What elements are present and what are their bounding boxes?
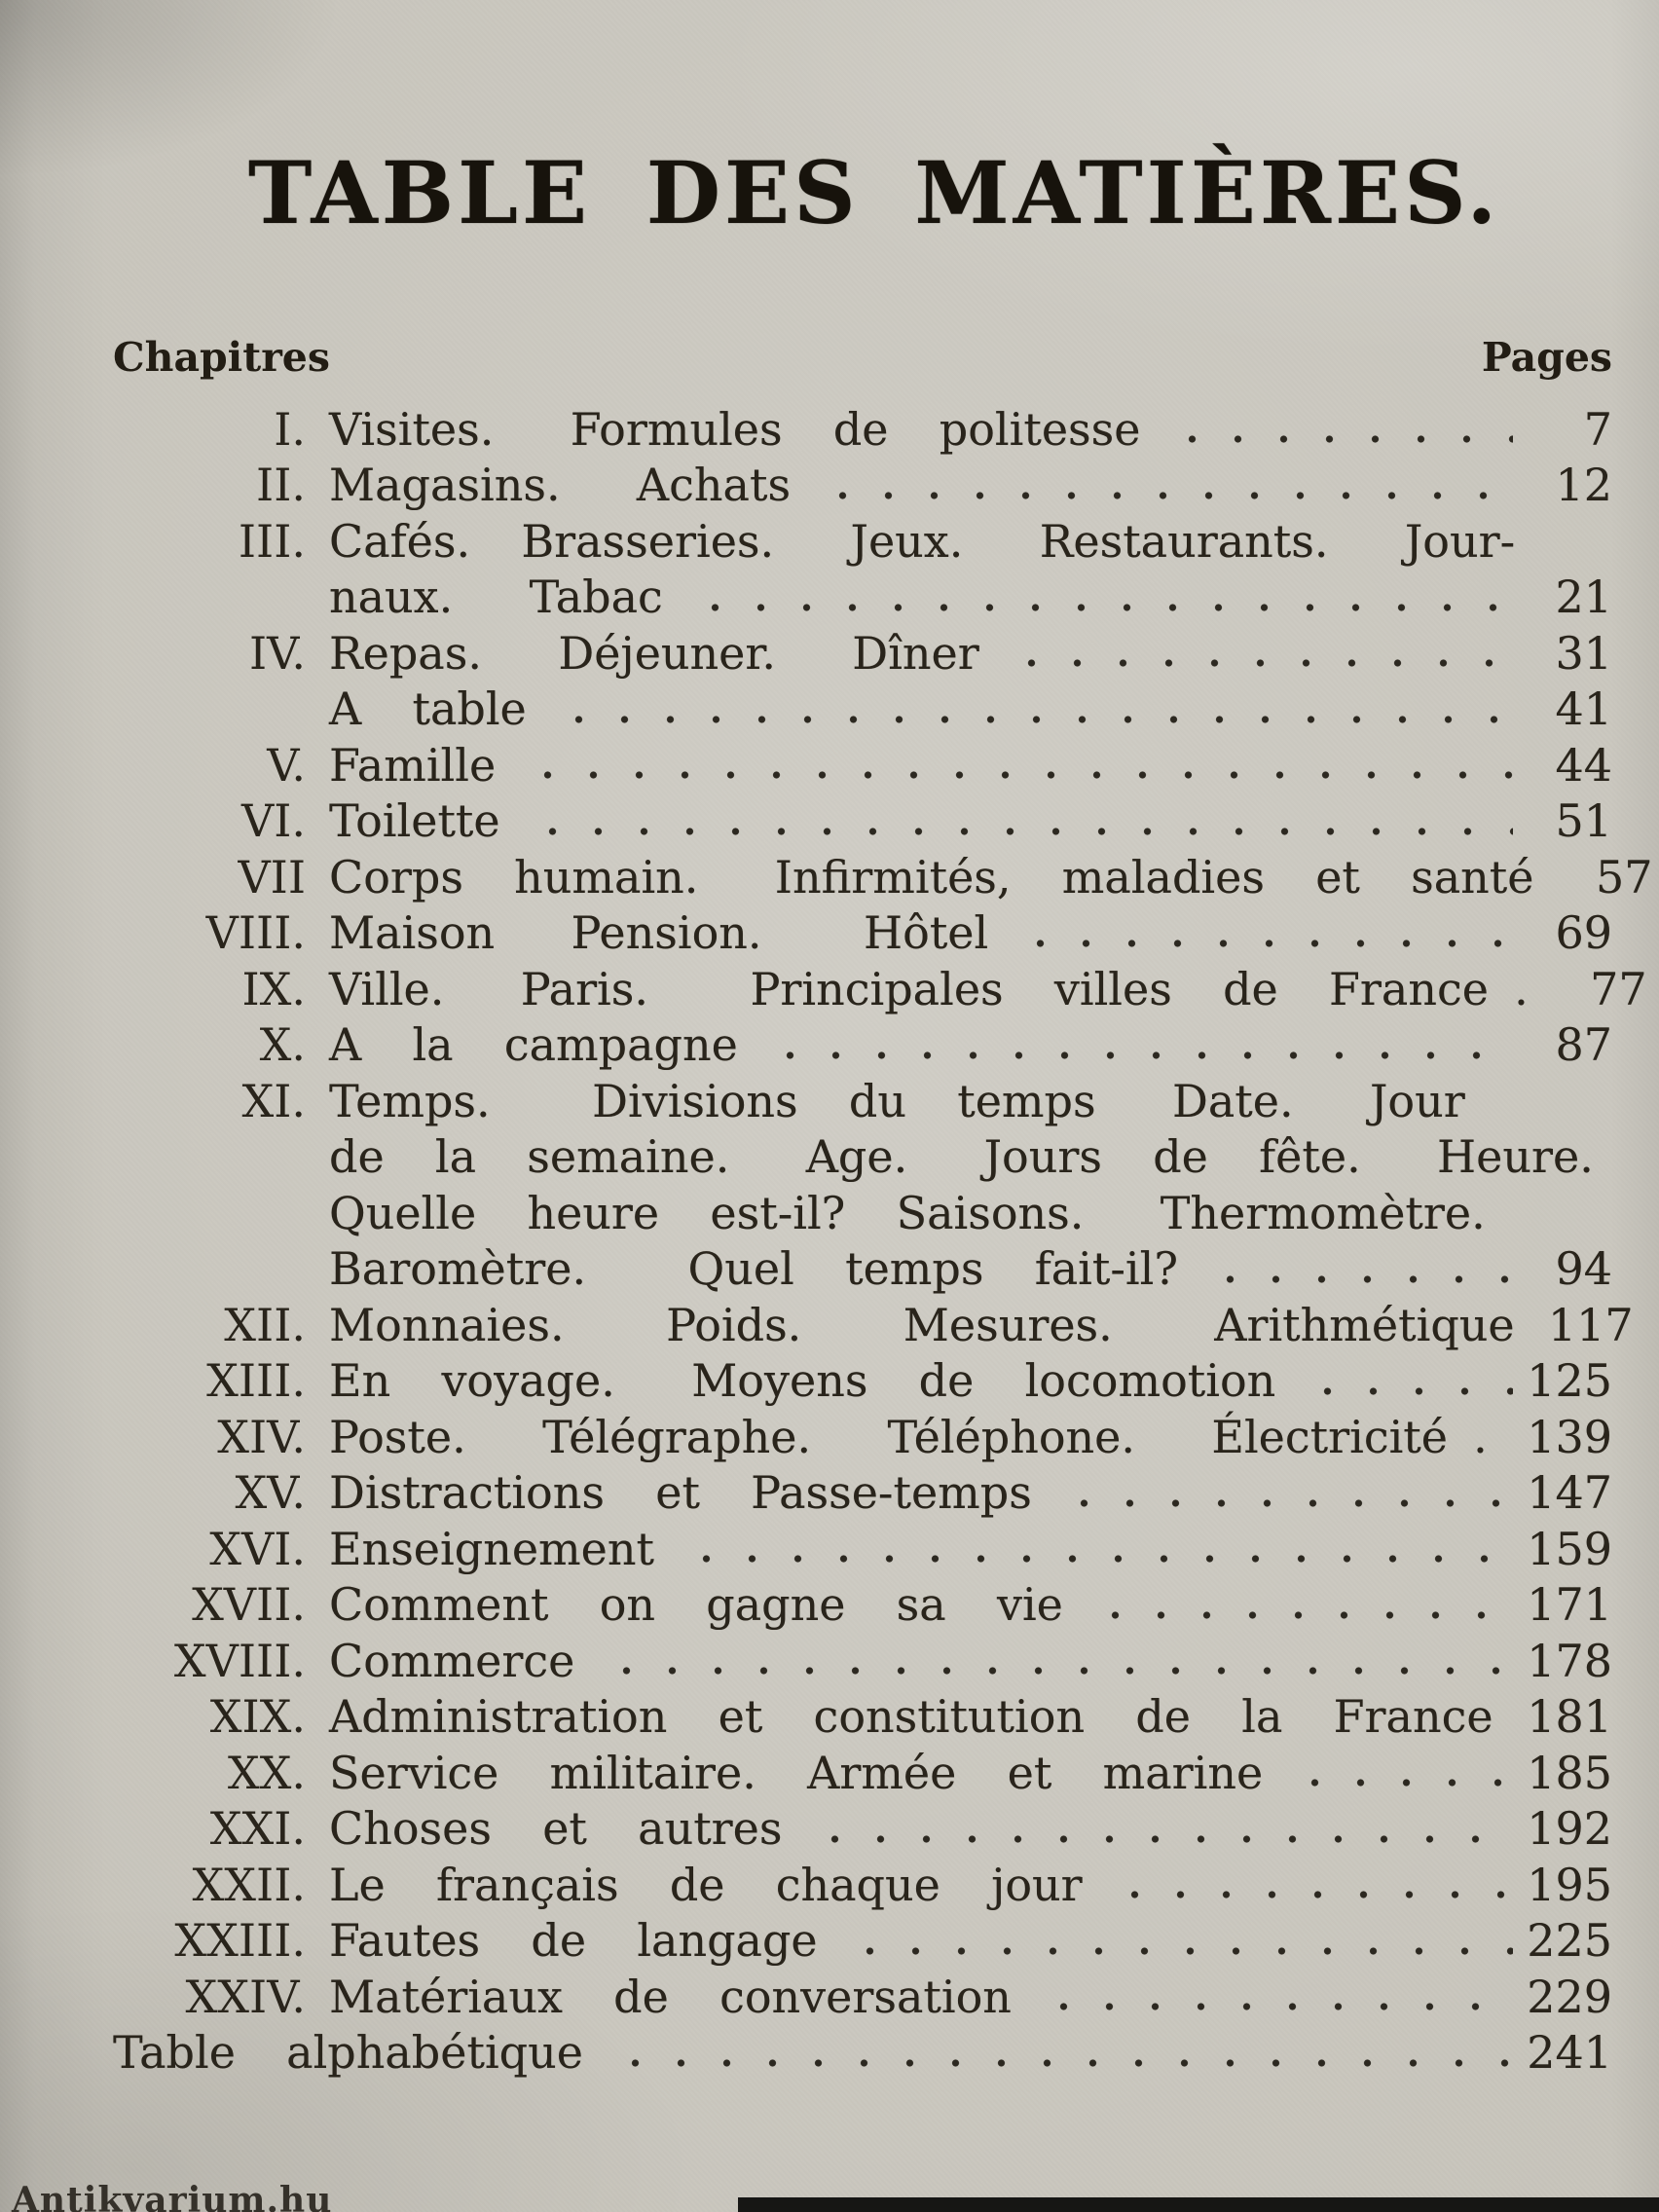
page-number: 77 — [1590, 962, 1647, 1015]
page-number: 178 — [1527, 1634, 1612, 1687]
dot-leader — [1160, 402, 1513, 459]
toc-line — [113, 1129, 1612, 1186]
page-number: 139 — [1527, 1410, 1612, 1463]
toc-entry — [113, 1017, 1612, 1074]
chapter-numeral: VII — [238, 850, 306, 903]
toc-line — [113, 962, 1647, 1018]
toc-line — [113, 1353, 1612, 1410]
toc-line — [113, 2025, 1612, 2082]
chapter-numeral: XVII. — [192, 1578, 306, 1632]
chapter-title-text: A table — [329, 682, 527, 736]
page-number: 159 — [1527, 1522, 1612, 1575]
toc-line — [113, 514, 1612, 571]
chapter-title-text: Visites. Formules de politesse — [329, 402, 1141, 456]
toc-line — [113, 1970, 1612, 2026]
chapter-title-text: Choses et autres — [329, 1802, 783, 1856]
chapter-numeral: XVI. — [209, 1522, 306, 1575]
toc-line — [113, 1913, 1612, 1970]
page-number: 44 — [1555, 738, 1612, 792]
dot-leader — [999, 626, 1513, 682]
toc-line — [113, 402, 1612, 459]
page-number: 51 — [1555, 794, 1612, 848]
toc-line — [113, 570, 1612, 626]
chapter-numeral: X. — [259, 1018, 306, 1072]
dot-leader — [802, 1801, 1513, 1858]
chapter-title-text: Famille — [329, 738, 497, 792]
dot-leader — [515, 738, 1513, 794]
dot-leader — [810, 458, 1513, 514]
page-number: 125 — [1527, 1354, 1612, 1408]
toc-entry — [113, 738, 1612, 794]
chapter-numeral: XI. — [241, 1074, 306, 1127]
chapter-numeral: XIX. — [209, 1690, 306, 1744]
toc-entry — [113, 402, 1612, 459]
page-number: 225 — [1527, 1914, 1612, 1968]
chapter-numeral: II. — [256, 459, 306, 512]
toc-entry — [113, 905, 1612, 962]
toc-entry — [113, 1913, 1612, 1970]
chapter-numeral: III. — [238, 514, 306, 568]
chapter-title-text: Distractions et Passe-temps — [329, 1466, 1032, 1520]
dot-leader — [520, 793, 1513, 850]
toc-line — [113, 682, 1612, 738]
chapter-title-text: Quelle heure est-il? Saisons. Thermomètre. — [329, 1186, 1486, 1239]
dot-leader — [1008, 905, 1513, 962]
toc-line — [113, 738, 1612, 794]
chapter-title-text: Cafés. Brasseries. Jeux. Restaurants. Jour- — [329, 514, 1516, 568]
chapter-numeral: XXII. — [192, 1858, 306, 1911]
chapter-title-text: Administration et constitution de la France — [329, 1690, 1493, 1744]
dot-leader — [1295, 1353, 1513, 1410]
toc-entry — [113, 1465, 1612, 1522]
chapter-title-text: Service militaire. Armée et marine — [329, 1746, 1264, 1799]
page-number: 21 — [1555, 571, 1612, 624]
page-number: 192 — [1527, 1802, 1612, 1856]
toc-line — [113, 1186, 1612, 1242]
toc-line — [113, 1017, 1612, 1074]
toc-line — [113, 1074, 1612, 1130]
chapter-numeral: XII. — [224, 1298, 306, 1351]
dot-leader — [594, 1634, 1513, 1690]
dot-leader — [1102, 1858, 1513, 1914]
page-title: TABLE DES MATIÈRES. — [247, 142, 1501, 243]
page-number: 195 — [1527, 1858, 1612, 1911]
scan-edge-bar — [738, 2197, 1659, 2212]
chapter-numeral: VI. — [240, 794, 306, 848]
chapter-title-text: Matériaux de conversation — [329, 1970, 1012, 2023]
toc-entry — [113, 1074, 1612, 1298]
chapter-title-text: Repas. Déjeuner. Dîner — [329, 626, 979, 680]
dot-leader — [1083, 1577, 1513, 1634]
chapter-title-text: Toilette — [329, 794, 500, 848]
dot-leader — [1051, 1465, 1513, 1522]
page-number: 117 — [1547, 1298, 1634, 1351]
chapter-numeral: XXIII. — [174, 1914, 306, 1968]
toc-line — [113, 1577, 1612, 1634]
chapter-title-text: Baromètre. Quel temps fait-il? — [329, 1242, 1178, 1296]
chapter-numeral: I. — [274, 402, 306, 456]
dot-leader — [1282, 1746, 1513, 1802]
chapter-numeral: XVIII. — [173, 1634, 306, 1687]
page-number: 41 — [1555, 682, 1612, 736]
chapter-title-text: de la semaine. Age. Jours de fête. Heure. — [329, 1130, 1594, 1184]
chapter-title-text: Commerce — [329, 1634, 575, 1687]
toc-entry — [113, 2025, 1612, 2082]
chapter-numeral: VIII. — [205, 906, 306, 960]
chapter-numeral: XV. — [235, 1466, 306, 1520]
chapter-title-text: Monnaies. Poids. Mesures. Arithmétique — [329, 1298, 1515, 1351]
chapter-title-text: naux. Tabac — [329, 571, 663, 624]
chapter-title-text: Ville. Paris. Principales villes de France . — [329, 962, 1529, 1015]
chapter-numeral: IV. — [249, 626, 306, 680]
chapter-title-text: Temps. Divisions du temps Date. Jour — [329, 1074, 1465, 1127]
toc-line — [113, 1858, 1612, 1914]
toc-entry — [113, 1634, 1612, 1690]
chapter-numeral: XX. — [227, 1746, 306, 1799]
chapter-title-text: Poste. Télégraphe. Téléphone. Électricité . — [329, 1410, 1488, 1463]
toc-line — [113, 793, 1612, 850]
toc-entry — [113, 1298, 1634, 1354]
chapter-title-text: Magasins. Achats — [329, 459, 792, 512]
chapter-title-text: Maison Pension. Hôtel — [329, 906, 989, 960]
toc-entry — [113, 793, 1612, 850]
toc-line — [113, 1801, 1612, 1858]
page-number: 94 — [1555, 1242, 1612, 1296]
page-number: 181 — [1527, 1690, 1612, 1744]
toc-line — [113, 1465, 1612, 1522]
toc-line — [113, 1298, 1634, 1354]
chapter-title-text: Le français de chaque jour — [329, 1858, 1083, 1911]
page-number: 185 — [1527, 1746, 1612, 1799]
dot-leader — [1031, 1970, 1513, 2026]
toc-entry — [113, 1353, 1612, 1410]
dot-leader — [1198, 1241, 1513, 1298]
chapter-numeral: XXIV. — [185, 1970, 306, 2023]
dot-leader — [757, 1017, 1513, 1074]
chapter-numeral: IX. — [241, 962, 306, 1015]
toc-line — [113, 850, 1653, 906]
chapter-title-text: A la campagne — [329, 1018, 738, 1072]
chapter-title-text: En voyage. Moyens de locomotion — [329, 1354, 1276, 1408]
toc-entry — [113, 1801, 1612, 1858]
dot-leader — [674, 1522, 1513, 1578]
chapter-title-text: Fautes de langage — [329, 1914, 818, 1968]
toc-line — [113, 1746, 1612, 1802]
toc-entry — [113, 1577, 1612, 1634]
toc-entry — [113, 1689, 1612, 1746]
page-number: 7 — [1583, 402, 1612, 456]
chapitres-column-label: Chapitres — [113, 333, 330, 381]
page-number: 147 — [1527, 1466, 1612, 1520]
chapter-title-text: Corps humain. Infirmités, maladies et santé — [329, 850, 1534, 903]
toc-line — [113, 1689, 1612, 1746]
page-number: 12 — [1555, 459, 1612, 512]
toc-entry — [113, 458, 1612, 514]
toc-entry — [113, 1746, 1612, 1802]
chapter-numeral: V. — [267, 738, 306, 792]
toc-entry — [113, 682, 1612, 738]
page-number: 171 — [1527, 1578, 1612, 1632]
page-number: 57 — [1595, 850, 1653, 903]
page-number: 69 — [1555, 906, 1612, 960]
toc-entry — [113, 514, 1612, 626]
toc-line — [113, 458, 1612, 514]
toc-line — [113, 1410, 1612, 1466]
toc-entry — [113, 1858, 1612, 1914]
dot-leader — [603, 2025, 1513, 2082]
toc-entry — [113, 1522, 1612, 1578]
page-number: 31 — [1555, 626, 1612, 680]
dot-leader — [837, 1913, 1513, 1970]
chapter-numeral: XXI. — [209, 1802, 306, 1856]
pages-column-label: Pages — [1481, 333, 1612, 381]
toc-line — [113, 905, 1612, 962]
chapter-numeral: XIII. — [206, 1354, 306, 1408]
chapter-numeral: XIV. — [217, 1410, 306, 1463]
page-number: 87 — [1555, 1018, 1612, 1072]
dot-leader — [682, 570, 1513, 626]
chapter-title-text: Enseignement — [329, 1522, 654, 1575]
toc-entry — [113, 962, 1647, 1018]
toc-entry — [113, 850, 1653, 906]
chapter-title-text: Comment on gagne sa vie — [329, 1578, 1063, 1632]
toc-line — [113, 1241, 1612, 1298]
chapter-title-text: Table alphabétique — [113, 2026, 583, 2080]
toc-list — [113, 402, 1653, 2082]
toc-line — [113, 626, 1612, 682]
toc-entry — [113, 626, 1612, 682]
dot-leader — [1507, 1410, 1513, 1466]
toc-entry — [113, 1970, 1612, 2026]
watermark-text: Antikvarium.hu — [12, 2180, 333, 2212]
dot-leader — [546, 682, 1513, 738]
page-number: 229 — [1527, 1970, 1612, 2023]
toc-entry — [113, 1410, 1612, 1466]
columns-header — [113, 334, 1612, 381]
toc-line — [113, 1522, 1612, 1578]
page-number: 241 — [1527, 2026, 1612, 2080]
toc-line — [113, 1634, 1612, 1690]
